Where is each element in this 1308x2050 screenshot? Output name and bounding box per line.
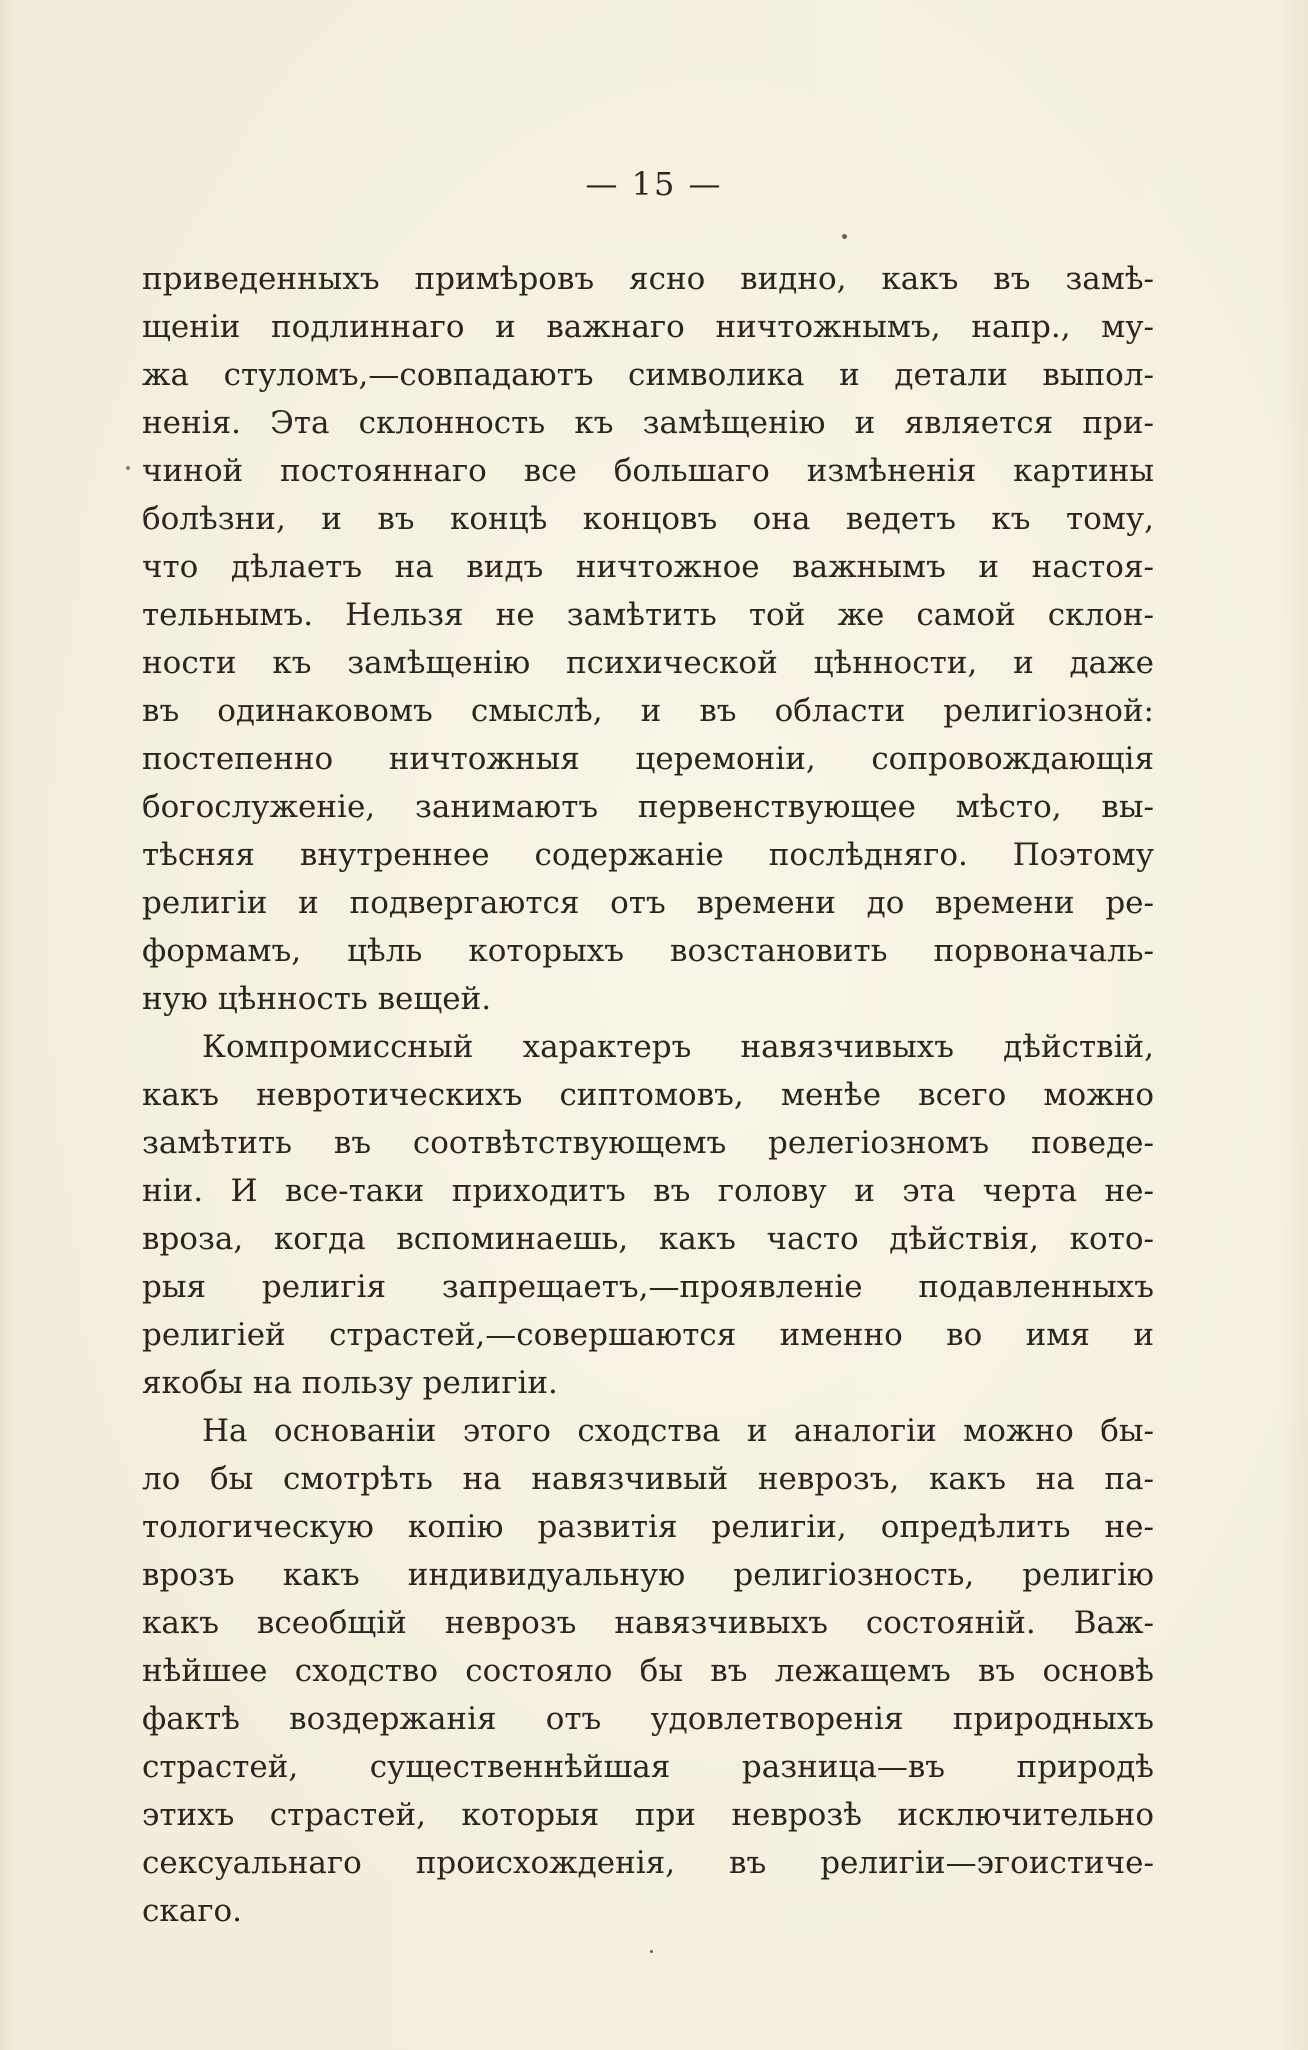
text-line: ности къ замѣщенію психической цѣнности, и даже: [142, 645, 1154, 681]
text-line: этихъ страстей, которыя при неврозѣ исключительно: [142, 1797, 1154, 1833]
margin-mark: [126, 466, 130, 470]
text-line: ную цѣнность вещей.: [142, 981, 492, 1017]
text-line: тологическую копію развитія религіи, опредѣлить не-: [142, 1509, 1154, 1545]
text-line: тельнымъ. Нельзя не замѣтить той же самой склон-: [142, 597, 1154, 633]
text-line: какъ всеобщій неврозъ навязчивыхъ состояній. Важ-: [142, 1605, 1154, 1641]
text-line: Компромиссный характеръ навязчивыхъ дѣйствій,: [202, 1029, 1154, 1065]
paragraph-3: [142, 1407, 1154, 1935]
text-line: религіей страстей,—совершаются именно во имя и: [142, 1317, 1154, 1353]
text-line: что дѣлаетъ на видъ ничтожное важнымъ и настоя-: [142, 549, 1154, 585]
text-line: страстей, существеннѣйшая разница—въ природѣ: [142, 1749, 1154, 1785]
text-line: приведенныхъ примѣровъ ясно видно, какъ въ замѣ-: [142, 261, 1154, 297]
text-line: вроза, когда вспоминаешь, какъ часто дѣйствія, кото-: [142, 1221, 1154, 1257]
text-line: ніи. И все-таки приходитъ въ голову и эта черта не-: [142, 1173, 1154, 1209]
text-line: якобы на пользу религіи.: [142, 1365, 558, 1401]
text-line: щеніи подлиннаго и важнаго ничтожнымъ, напр., му-: [142, 309, 1154, 345]
text-line: чиной постояннаго все большаго измѣненія картины: [142, 453, 1154, 489]
text-line: фактѣ воздержанія отъ удовлетворенія природныхъ: [142, 1701, 1154, 1737]
text-line: постепенно ничтожныя церемоніи, сопровождающія: [142, 741, 1154, 777]
ink-speck: [842, 234, 847, 239]
body-text: [142, 255, 1154, 1935]
text-line: замѣтить въ соотвѣтствующемъ релегіозномъ поведе-: [142, 1125, 1154, 1161]
text-line: формамъ, цѣль которыхъ возстановить порвоначаль-: [142, 933, 1154, 969]
text-line: религіи и подвергаются отъ времени до времени ре-: [142, 885, 1154, 921]
text-line: сексуальнаго происхожденія, въ религіи—эгоистиче-: [142, 1845, 1154, 1881]
ink-speck: [650, 1950, 653, 1953]
text-line: врозъ какъ индивидуальную религіозность, религію: [142, 1557, 1154, 1593]
text-line: скаго.: [142, 1893, 242, 1929]
text-line: жа стуломъ,—совпадаютъ символика и детали выпол-: [142, 357, 1154, 393]
text-line: болѣзни, и въ концѣ концовъ она ведетъ къ тому,: [142, 501, 1154, 537]
paragraph-1: [142, 255, 1154, 1023]
text-line: ло бы смотрѣть на навязчивый неврозъ, какъ на па-: [142, 1461, 1154, 1497]
text-line: рыя религія запрещаетъ,—проявленіе подавленныхъ: [142, 1269, 1154, 1305]
text-line: ненія. Эта склонность къ замѣщенію и является при-: [142, 405, 1154, 441]
page-number: — 15 —: [585, 165, 723, 203]
text-line: какъ невротическихъ сиптомовъ, менѣе всего можно: [142, 1077, 1154, 1113]
text-line: тѣсняя внутреннее содержаніе послѣдняго. Поэтому: [142, 837, 1154, 873]
text-line: нѣйшее сходство состояло бы въ лежащемъ въ основѣ: [142, 1653, 1154, 1689]
paragraph-2: [142, 1023, 1154, 1407]
text-line: богослуженіе, занимаютъ первенствующее мѣсто, вы-: [142, 789, 1154, 825]
text-line: На основаніи этого сходства и аналогіи можно бы-: [202, 1413, 1154, 1449]
text-line: въ одинаковомъ смыслѣ, и въ области религіозной:: [142, 693, 1154, 729]
